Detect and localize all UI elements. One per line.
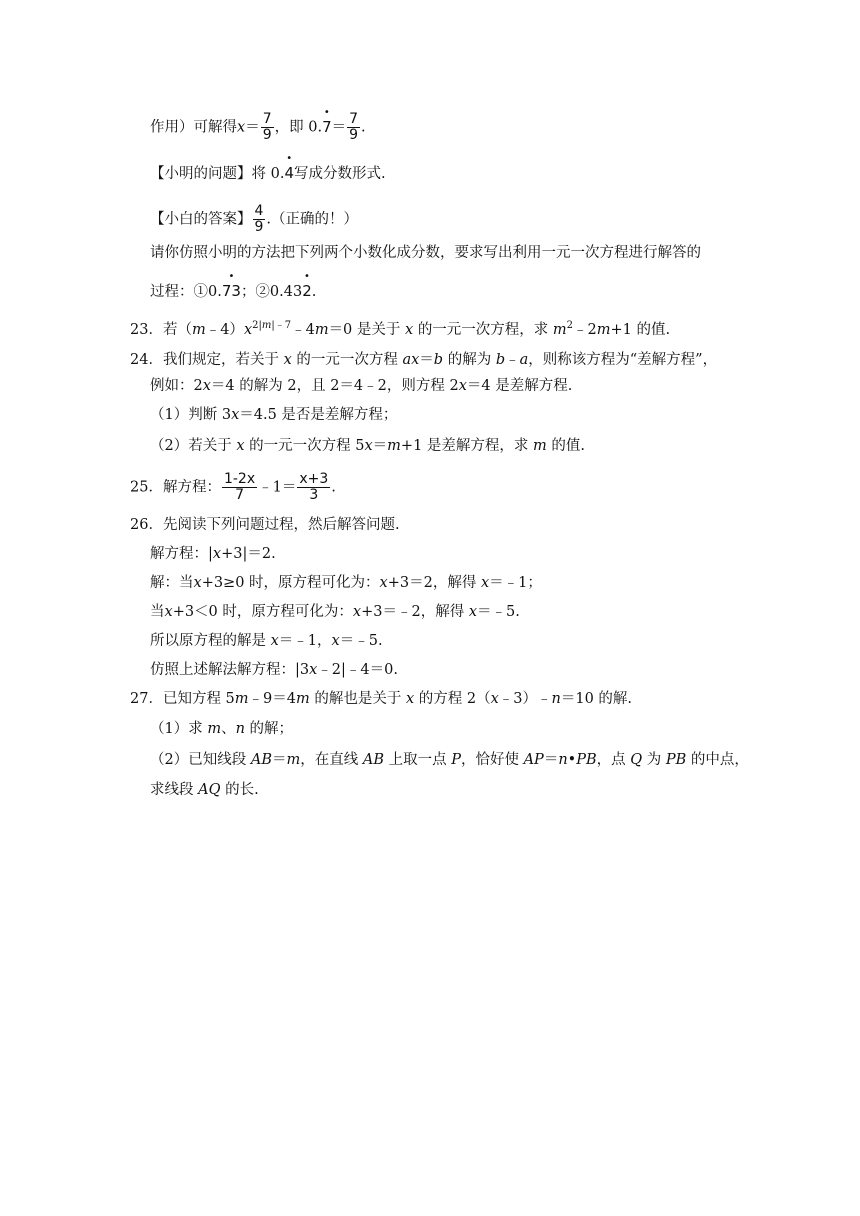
text-line-2 — [150, 163, 386, 184]
numerator: 7 — [262, 111, 272, 127]
text: 所以原方程的解是 — [150, 633, 266, 649]
question-27 — [130, 689, 632, 709]
text: 的解为 — [447, 352, 492, 368]
exponent — [252, 320, 291, 331]
question-number: 27． — [130, 691, 163, 707]
text: ＝10 的解. — [560, 691, 633, 707]
text: ＝ — [372, 438, 388, 454]
var: x — [212, 546, 222, 562]
var: x — [331, 633, 340, 649]
text-line-3 — [150, 204, 358, 235]
text: ＝ — [245, 119, 260, 136]
question-number: 25． — [130, 479, 163, 496]
var: ax — [402, 352, 420, 368]
denominator: 9 — [254, 219, 264, 235]
text: 2| — [252, 320, 262, 331]
text: 已知方程 5 — [162, 691, 235, 707]
question-27-line-3 — [150, 780, 259, 800]
fraction — [261, 112, 274, 143]
text: ﹣3）﹣ — [498, 691, 552, 707]
question-24-part-2 — [150, 436, 585, 456]
text: 若（ — [162, 321, 192, 338]
var: x — [236, 438, 245, 454]
var: n — [558, 752, 568, 768]
denominator: 7 — [235, 487, 244, 503]
text: .（正确的！） — [266, 211, 359, 228]
var: x — [480, 575, 490, 591]
var: AQ — [198, 782, 221, 798]
text: 的值. — [551, 438, 585, 454]
var: x — [193, 575, 202, 591]
denominator: 9 — [349, 127, 359, 143]
text: ﹣2|﹣4＝0. — [317, 662, 398, 678]
text: 【小明的问题】将 0. — [150, 166, 285, 182]
denominator: 3 — [309, 487, 319, 503]
text: ＝4 的解为 2，且 2＝4﹣2，则方程 2 — [210, 378, 459, 394]
var: AP — [523, 752, 544, 768]
text: ＝﹣1； — [489, 575, 542, 591]
fraction — [297, 472, 330, 503]
text: 先阅读下列问题过程，然后解答问题. — [162, 517, 400, 533]
var: x — [364, 438, 373, 454]
text: ，则称该方程为“差解方程”， — [528, 352, 718, 368]
question-number: 23． — [130, 321, 163, 338]
var: m — [596, 321, 611, 338]
text: 写成分数形式. — [294, 166, 386, 182]
text: ＝﹣5. — [339, 633, 383, 649]
var: m — [286, 752, 301, 768]
text: 解方程：| — [150, 546, 213, 562]
text: 的长. — [225, 782, 259, 798]
text-line-5 — [150, 281, 316, 302]
text: +3＝2，解得 — [387, 575, 477, 591]
text: ＝ — [271, 752, 287, 768]
var: m — [191, 321, 206, 338]
question-23 — [130, 316, 670, 340]
text: |﹣7 — [271, 320, 292, 331]
var: x — [164, 604, 173, 620]
text: ＝ — [543, 752, 559, 768]
numerator: 7 — [349, 111, 359, 127]
question-24-line-2 — [150, 376, 572, 396]
question-27-part-2 — [150, 750, 749, 770]
var: x — [405, 691, 415, 707]
text: +3＝﹣2，解得 — [361, 604, 465, 620]
text: ；②0.43 — [240, 284, 303, 300]
text: （2）已知线段 — [150, 752, 247, 768]
repeating-digits: • 73 — [222, 281, 241, 301]
text: +3≥0 时，原方程可化为： — [201, 575, 380, 591]
text: ﹣2 — [573, 321, 597, 338]
var: n — [551, 691, 561, 707]
var: x — [237, 119, 246, 136]
text: ，点 — [596, 752, 626, 768]
text: . — [311, 284, 317, 300]
question-number: 26． — [130, 517, 163, 533]
text: ﹣9＝4 — [248, 691, 296, 707]
var: b — [433, 352, 444, 368]
text: （1）求 — [150, 721, 203, 737]
numerator: 1-2x — [223, 471, 256, 487]
text-line-4 — [150, 243, 701, 263]
fraction — [222, 472, 257, 503]
question-26 — [130, 515, 400, 535]
text: . — [331, 479, 336, 496]
var: AB — [362, 752, 384, 768]
text: ＝0 是关于 — [328, 321, 401, 338]
text: 、 — [221, 721, 236, 737]
text: 的一元一次方程 5 — [249, 438, 365, 454]
repeating-digit: • 4 — [284, 163, 294, 183]
var: x — [309, 662, 318, 678]
question-27-part-1 — [150, 719, 293, 739]
question-26-line-4 — [150, 602, 520, 622]
var: x — [468, 604, 477, 620]
var: m — [552, 321, 567, 338]
text: 过程：①0. — [150, 284, 222, 300]
repeating-digit: • 2 — [302, 281, 312, 301]
text: 解方程： — [162, 479, 221, 496]
var: P — [451, 752, 461, 768]
numerator: x+3 — [299, 471, 329, 487]
text: 我们规定，若关于 — [162, 352, 279, 368]
text: 的解； — [249, 721, 294, 737]
text: 上取一点 — [388, 752, 447, 768]
text: 请你仿照小明的方法把下列两个小数化成分数，要求写出利用一元一次方程进行解答的 — [150, 245, 701, 261]
var: AB — [250, 752, 272, 768]
text: 仿照上述解法解方程：|3 — [150, 662, 310, 678]
var: n — [235, 721, 245, 737]
var: m — [234, 691, 249, 707]
question-26-line-2 — [150, 544, 276, 564]
question-24 — [130, 350, 717, 370]
numerator: 4 — [254, 203, 264, 219]
question-number: 24． — [130, 352, 163, 368]
text: 的一元一次方程 — [296, 352, 398, 368]
var: x — [458, 378, 467, 394]
text: ＝4.5 是否是差解方程； — [239, 407, 398, 423]
var: PB — [665, 752, 687, 768]
text: 作用）可解得 — [150, 119, 237, 136]
var: x — [231, 407, 240, 423]
text: （2）若关于 — [150, 438, 232, 454]
text: . — [361, 119, 366, 136]
question-26-line-6 — [150, 660, 398, 680]
var: x — [243, 321, 253, 338]
denominator: 9 — [262, 127, 272, 143]
var: m — [314, 321, 329, 338]
text: 当 — [150, 604, 165, 620]
text: ﹣4 — [291, 321, 315, 338]
var: x — [379, 575, 388, 591]
var: Q — [630, 752, 643, 768]
var: x — [270, 633, 279, 649]
text: +3＜0 时，原方程可化为： — [172, 604, 353, 620]
var: m — [207, 721, 222, 737]
text: ＝ — [419, 352, 434, 368]
text: ，恰好使 — [460, 752, 519, 768]
fraction — [253, 204, 266, 235]
var: b — [495, 352, 506, 368]
var: m — [296, 691, 310, 707]
exponent: 2 — [566, 320, 574, 331]
repeating-digit: • 7 — [322, 117, 332, 137]
text: ，即 0. — [274, 119, 323, 136]
text: 解：当 — [150, 575, 194, 591]
text: ﹣4） — [205, 321, 244, 338]
text: +1 是差解方程，求 — [400, 438, 529, 454]
var: x — [202, 378, 211, 394]
var: x — [352, 604, 362, 620]
text: 【小白的答案】 — [150, 211, 252, 228]
text: ＝﹣5. — [477, 604, 520, 620]
var: m — [533, 438, 547, 454]
question-25 — [130, 472, 336, 503]
var: x — [490, 691, 499, 707]
text: ＝4 是差解方程. — [466, 378, 573, 394]
text: 求线段 — [150, 782, 194, 798]
text: +3|＝2. — [221, 546, 276, 562]
text: 例如：2 — [150, 378, 203, 394]
text: • — [567, 752, 577, 768]
text: ，在直线 — [300, 752, 359, 768]
var: m — [261, 320, 272, 331]
var: PB — [576, 752, 597, 768]
fraction — [347, 112, 360, 143]
var: m — [387, 438, 401, 454]
text: 的解也是关于 — [314, 691, 402, 707]
text: +1 的值. — [610, 321, 671, 338]
text: 的中点， — [690, 752, 749, 768]
question-26-line-3 — [150, 573, 542, 593]
text: （1）判断 3 — [150, 407, 232, 423]
text-line-1 — [150, 112, 366, 143]
var: x — [283, 352, 292, 368]
text: ﹣ — [505, 352, 520, 368]
question-24-part-1 — [150, 405, 397, 425]
text: ﹣1＝ — [258, 479, 297, 496]
var: a — [519, 352, 529, 368]
text: ＝﹣1， — [278, 633, 332, 649]
text: 的一元一次方程，求 — [417, 321, 549, 338]
text: ＝ — [331, 119, 347, 136]
var: x — [405, 321, 414, 338]
text: 的方程 2（ — [418, 691, 491, 707]
text: 为 — [646, 752, 662, 768]
question-26-line-5 — [150, 631, 383, 651]
